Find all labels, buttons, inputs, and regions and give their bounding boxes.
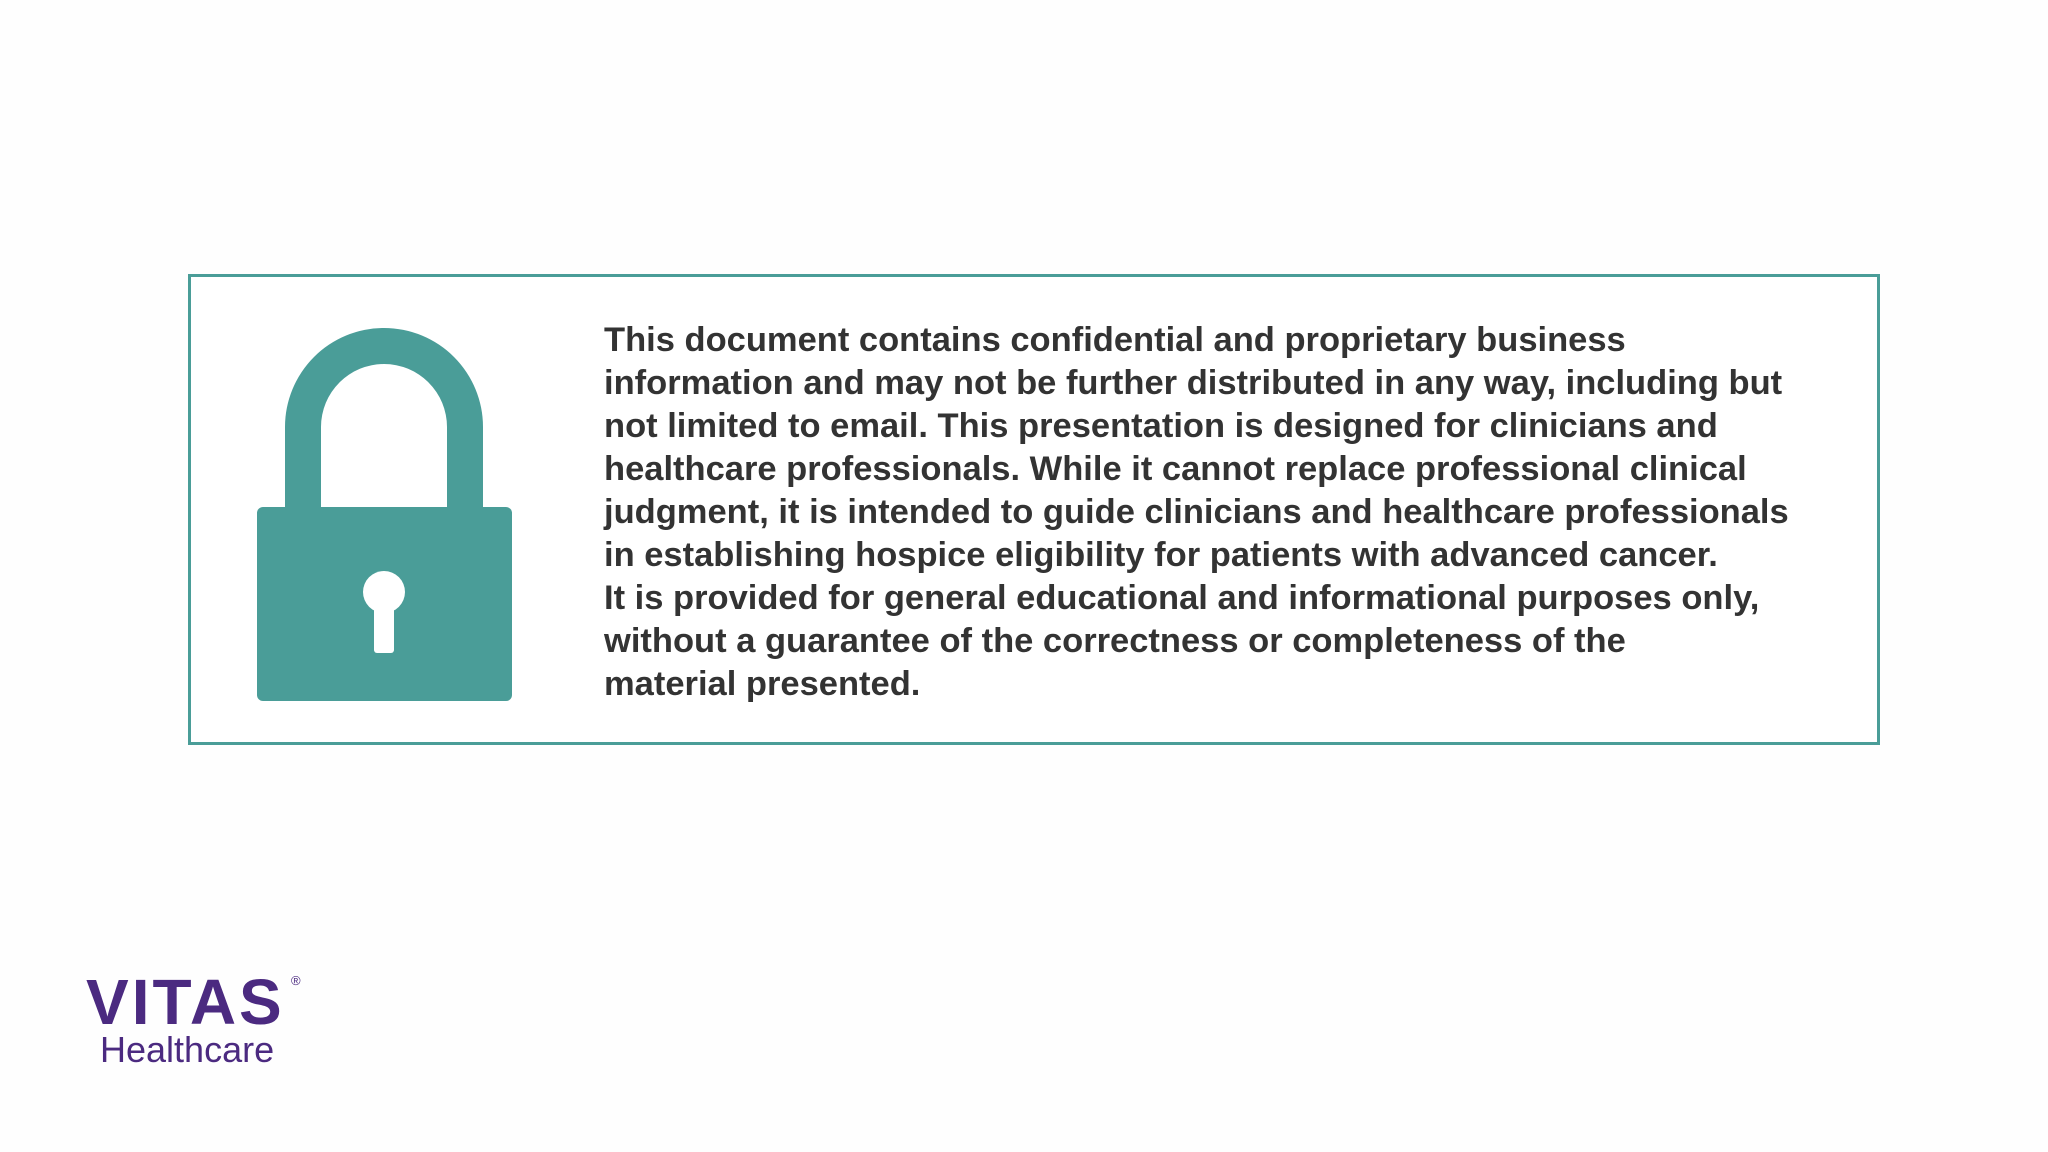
lock-icon: [257, 322, 512, 707]
confidentiality-notice-box: [188, 274, 1880, 745]
logo-subtitle: Healthcare: [100, 1029, 275, 1070]
confidentiality-notice-text: This document contains confidential and proprietary business information and may not be further distributed in any way, including but not limited to email. This presentation is designed for clinicians and healthcare professionals. While it cannot replace professional clinical judgment, it is intended to guide clinicians and healthcare professionals in establishing hospice eligibility for patients with advanced cancer. It is provided for general educational and informational purposes only, without a guarantee of the correctness or completeness of the material presented.: [604, 321, 1789, 703]
vitas-healthcare-logo: [86, 966, 308, 1080]
logo-brand-name: VITAS: [86, 966, 285, 1038]
logo-registered-mark: ®: [291, 973, 301, 988]
